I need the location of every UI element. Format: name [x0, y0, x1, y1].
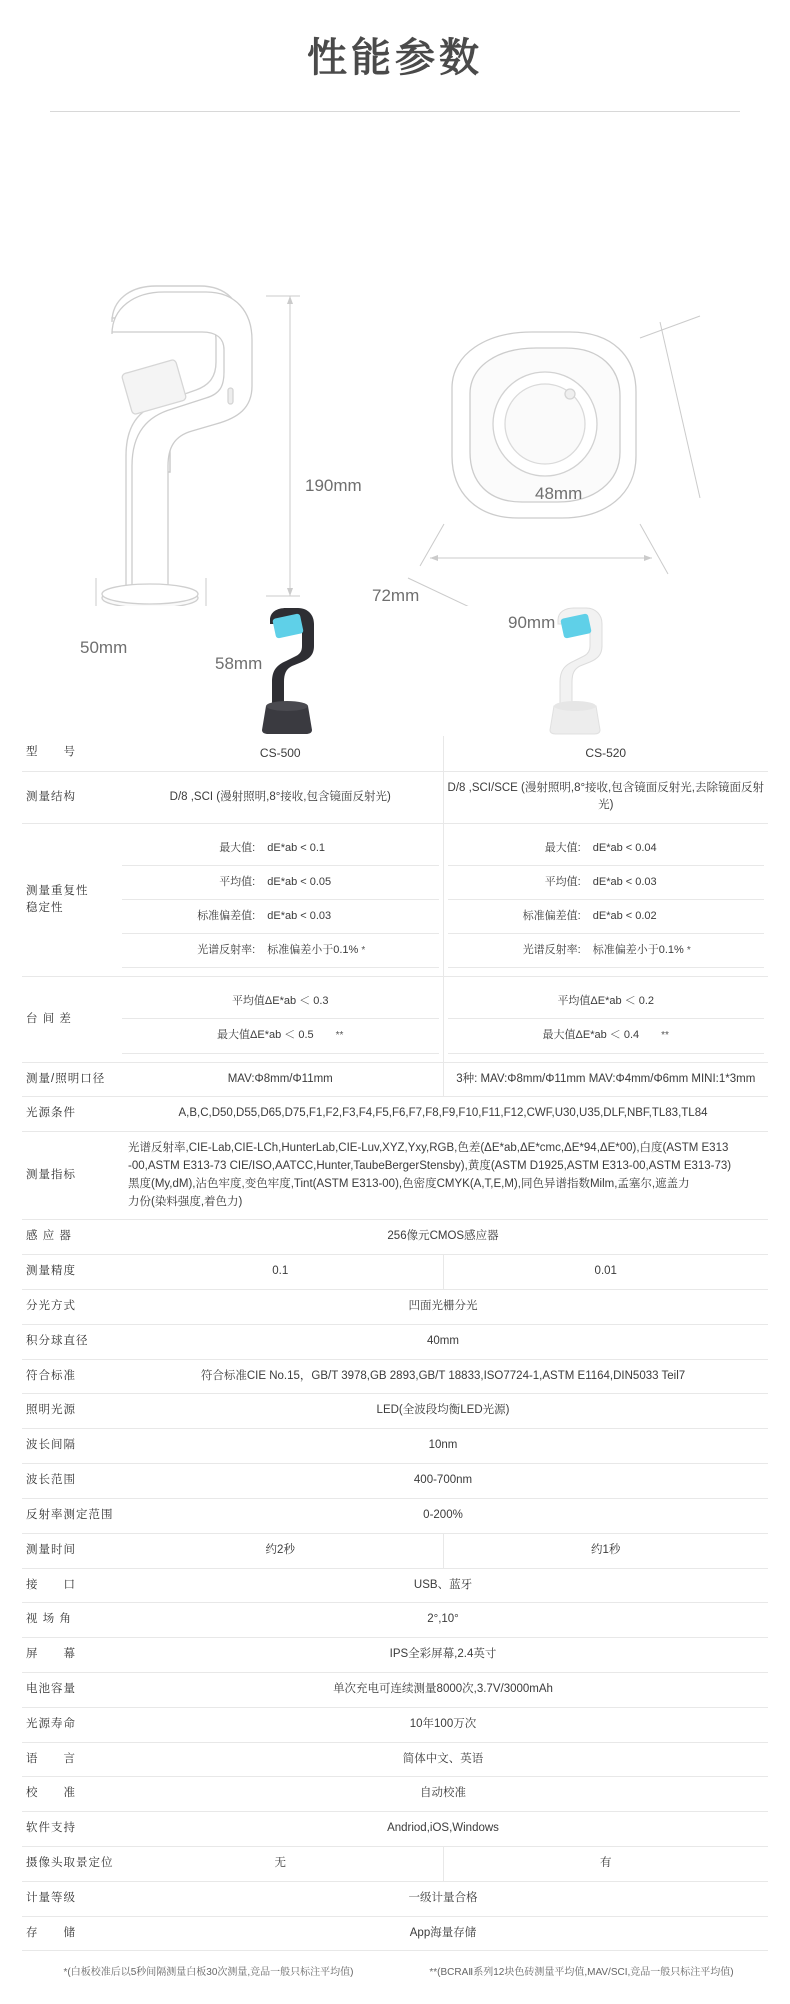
table-row-time [22, 1533, 768, 1568]
cell-structure-cs520: D/8 ,SCI/SCE (漫射照明,8°接收,包含镜面反射光,去除镜面反射光) [443, 771, 768, 824]
inter-cs500-1 [122, 1019, 439, 1053]
table-row-port [22, 1568, 768, 1603]
repeat-cs520-v3-text: 标准偏差小于0.1% [592, 944, 684, 957]
table-row-calibration [22, 1777, 768, 1812]
repeat-cs500-k0: 最大值: [122, 832, 261, 866]
row-label-life: 光源寿命 [22, 1707, 118, 1742]
inter-cs520-0-text: 平均值ΔE*ab ＜ 0.2 [557, 995, 655, 1008]
cell-battery: 单次充电可连续测量8000次,3.7V/3000mAh [118, 1672, 768, 1707]
inter-cs500-0-text: 平均值ΔE*ab ＜ 0.3 [231, 995, 329, 1008]
row-label-storage: 存 储 [22, 1916, 118, 1951]
row-label-split: 分光方式 [22, 1290, 118, 1325]
repeat-cs520-v2: dE*ab < 0.02 [587, 900, 764, 934]
cell-view: 2°,10° [118, 1603, 768, 1638]
row-label-repeatability-line2: 稳定性 [26, 902, 64, 915]
cell-inter-cs520 [443, 977, 768, 1062]
row-label-accuracy: 测量精度 [22, 1255, 118, 1290]
cell-camera-cs500: 无 [118, 1847, 443, 1882]
cell-aperture-cs500: MAV:Φ8mm/Φ11mm [118, 1062, 443, 1097]
row-label-indices: 测量指标 [22, 1132, 118, 1220]
repeat-cs500-k1: 平均值: [122, 866, 261, 900]
cell-accuracy-cs500: 0.1 [118, 1255, 443, 1290]
table-row-sphere [22, 1324, 768, 1359]
table-row-lamp [22, 1394, 768, 1429]
row-label-lamp: 照明光源 [22, 1394, 118, 1429]
product-dimension-drawing [0, 126, 790, 673]
repeat-cs500-v2: dE*ab < 0.03 [261, 900, 438, 934]
table-row-inter-instrument [22, 977, 768, 1062]
table-row-split [22, 1290, 768, 1325]
repeat-cs500-k3: 光谱反射率: [122, 934, 261, 968]
cell-interval: 10nm [118, 1429, 768, 1464]
row-label-view: 视 场 角 [22, 1603, 118, 1638]
table-row-storage [22, 1916, 768, 1951]
inter-cs520-1-mark: ** [661, 1030, 669, 1042]
table-row-aperture [22, 1062, 768, 1097]
cell-repeatability-cs500 [118, 824, 443, 977]
table-row-standards [22, 1359, 768, 1394]
indices-line-3: 黑度(My,dM),沾色牢度,变色牢度,Tint(ASTM E313-00),色密度CMYK(A,T,E,M),同色异谱指数Milm,孟塞尔,遮盖力 [128, 1177, 690, 1190]
page-header [0, 0, 790, 112]
inter-cs500-0 [122, 985, 439, 1019]
device-image-cs520 [520, 606, 630, 736]
table-row-light-conditions [22, 1097, 768, 1132]
inter-cs520-1-text: 最大值ΔE*ab ＜ 0.4 [542, 1029, 640, 1042]
dimension-48mm: 48mm [535, 484, 583, 503]
row-label-standards: 符合标准 [22, 1359, 118, 1394]
row-label-sensor: 感 应 器 [22, 1220, 118, 1255]
cell-grade: 一级计量合格 [118, 1881, 768, 1916]
cell-reflect-range: 0-200% [118, 1498, 768, 1533]
table-row-indices [22, 1132, 768, 1220]
table-row-structure [22, 771, 768, 824]
cell-time-cs500: 约2秒 [118, 1533, 443, 1568]
repeat-cs520-k1: 平均值: [448, 866, 587, 900]
cell-split: 凹面光栅分光 [118, 1290, 768, 1325]
row-label-time: 测量时间 [22, 1533, 118, 1568]
table-row-repeatability [22, 824, 768, 977]
repeat-cs500-v3 [261, 934, 438, 968]
row-label-inter-instrument: 台 间 差 [22, 977, 118, 1062]
indices-line-1: 光谱反射率,CIE-Lab,CIE-LCh,HunterLab,CIE-Luv,XYZ,Yxy,RGB,色差(ΔE*ab,ΔE*cmc,ΔE*94,ΔE*00),白度(ASTM E313 [128, 1142, 729, 1155]
row-label-reflect-range: 反射率测定范围 [22, 1498, 118, 1533]
cell-repeatability-cs520 [443, 824, 768, 977]
footnote-right: **(BCRAⅡ系列12块色砖测量平均值,MAV/SCI,竞品一般只标注平均值) [429, 1967, 734, 1979]
cell-model-cs520: CS-520 [443, 736, 768, 771]
cell-language: 简体中文、英语 [118, 1742, 768, 1777]
row-label-repeatability-line1: 测量重复性 [26, 884, 89, 897]
inter-cs520-0 [448, 985, 765, 1019]
cell-structure-cs500: D/8 ,SCI (漫射照明,8°接收,包含镜面反射光) [118, 771, 443, 824]
cell-screen: IPS全彩屏幕,2.4英寸 [118, 1638, 768, 1673]
repeat-cs500-v3-mark: * [361, 945, 366, 957]
spec-table [22, 736, 768, 1951]
row-label-camera: 摄像头取景定位 [22, 1847, 118, 1882]
table-row-range [22, 1464, 768, 1499]
table-row-life [22, 1707, 768, 1742]
table-row-model [22, 736, 768, 771]
inter-cs500-1-mark: ** [335, 1030, 344, 1042]
row-label-range: 波长范围 [22, 1464, 118, 1499]
spec-table-wrapper [0, 736, 790, 1951]
indices-line-2: -00,ASTM E313-73 CIE/ISO,AATCC,Hunter,TaubeBergerStensby),黄度(ASTM D1925,ASTM E313-00,ASTM E313-73) [128, 1159, 732, 1172]
table-row-camera [22, 1847, 768, 1882]
cell-model-cs500: CS-500 [118, 736, 443, 771]
repeat-cs520-v3-mark: * [686, 945, 691, 957]
repeat-cs520-v0: dE*ab < 0.04 [587, 832, 764, 866]
cell-light-conditions: A,B,C,D50,D55,D65,D75,F1,F2,F3,F4,F5,F6,F7,F8,F9,F10,F11,F12,CWF,U30,U35,DLF,NBF,TL83,TL84 [118, 1097, 768, 1132]
cell-indices [118, 1132, 768, 1220]
repeat-cs500-v0: dE*ab < 0.1 [261, 832, 438, 866]
cell-aperture-cs520: 3种: MAV:Φ8mm/Φ11mm MAV:Φ4mm/Φ6mm MINI:1*3mm [443, 1062, 768, 1097]
cell-storage: App海量存储 [118, 1916, 768, 1951]
cell-software: Andriod,iOS,Windows [118, 1812, 768, 1847]
dimension-50mm: 50mm [80, 638, 128, 657]
row-label-language: 语 言 [22, 1742, 118, 1777]
indices-line-4: 力份(染料强度,着色力) [128, 1195, 243, 1208]
cell-life: 10年100万次 [118, 1707, 768, 1742]
repeat-cs520-k3: 光谱反射率: [448, 934, 587, 968]
repeat-cs500-v1: dE*ab < 0.05 [261, 866, 438, 900]
repeat-cs520-v1: dE*ab < 0.03 [587, 866, 764, 900]
cell-camera-cs520: 有 [443, 1847, 768, 1882]
row-label-software: 软件支持 [22, 1812, 118, 1847]
repeat-cs520-k2: 标准偏差值: [448, 900, 587, 934]
row-label-light-conditions: 光源条件 [22, 1097, 118, 1132]
row-label-screen: 屏 幕 [22, 1638, 118, 1673]
row-label-structure: 测量结构 [22, 771, 118, 824]
cell-time-cs520: 约1秒 [443, 1533, 768, 1568]
row-label-aperture: 测量/照明口径 [22, 1062, 118, 1097]
dimension-58mm: 58mm [215, 654, 263, 673]
table-row-screen [22, 1638, 768, 1673]
cell-inter-cs500 [118, 977, 443, 1062]
cell-standards: 符合标准CIE No.15，GB/T 3978,GB 2893,GB/T 18833,ISO7724-1,ASTM E1164,DIN5033 Teil7 [118, 1359, 768, 1394]
table-row-sensor [22, 1220, 768, 1255]
row-label-repeatability [22, 824, 118, 977]
row-label-grade: 计量等级 [22, 1881, 118, 1916]
row-label-sphere: 积分球直径 [22, 1324, 118, 1359]
table-row-reflect-range [22, 1498, 768, 1533]
repeat-cs500-v3-text: 标准偏差小于0.1% [267, 944, 359, 957]
cell-calibration: 自动校准 [118, 1777, 768, 1812]
header-divider [50, 111, 740, 112]
cell-sphere: 40mm [118, 1324, 768, 1359]
cell-accuracy-cs520: 0.01 [443, 1255, 768, 1290]
row-label-model: 型 号 [22, 736, 118, 771]
footnote-left: *(白板校准后以5秒间隔测量白板30次测量,竞品一般只标注平均值) [63, 1967, 354, 1979]
device-images [0, 606, 790, 736]
table-row-language [22, 1742, 768, 1777]
inter-cs500-1-text: 最大值ΔE*ab ＜ 0.5 [217, 1029, 314, 1042]
dimension-90mm: 90mm [508, 613, 556, 632]
cell-sensor: 256像元CMOS感应器 [118, 1220, 768, 1255]
table-row-view [22, 1603, 768, 1638]
cell-range: 400-700nm [118, 1464, 768, 1499]
row-label-port: 接 口 [22, 1568, 118, 1603]
repeat-cs500-k2: 标准偏差值: [122, 900, 261, 934]
device-image-cs500 [232, 606, 342, 736]
footnotes [22, 1963, 768, 1978]
table-row-interval [22, 1429, 768, 1464]
page-title: 性能参数 [307, 36, 483, 80]
row-label-calibration: 校 准 [22, 1777, 118, 1812]
dimension-72mm: 72mm [372, 586, 420, 605]
table-row-battery [22, 1672, 768, 1707]
inter-cs520-1 [448, 1019, 765, 1053]
dimension-190mm: 190mm [305, 476, 362, 495]
repeat-cs520-v3 [587, 934, 764, 968]
table-row-software [22, 1812, 768, 1847]
row-label-interval: 波长间隔 [22, 1429, 118, 1464]
table-row-grade [22, 1881, 768, 1916]
dimension-illustration [0, 126, 790, 606]
table-row-accuracy [22, 1255, 768, 1290]
cell-port: USB、蓝牙 [118, 1568, 768, 1603]
repeat-cs520-k0: 最大值: [448, 832, 587, 866]
row-label-battery: 电池容量 [22, 1672, 118, 1707]
cell-lamp: LED(全波段均衡LED光源) [118, 1394, 768, 1429]
